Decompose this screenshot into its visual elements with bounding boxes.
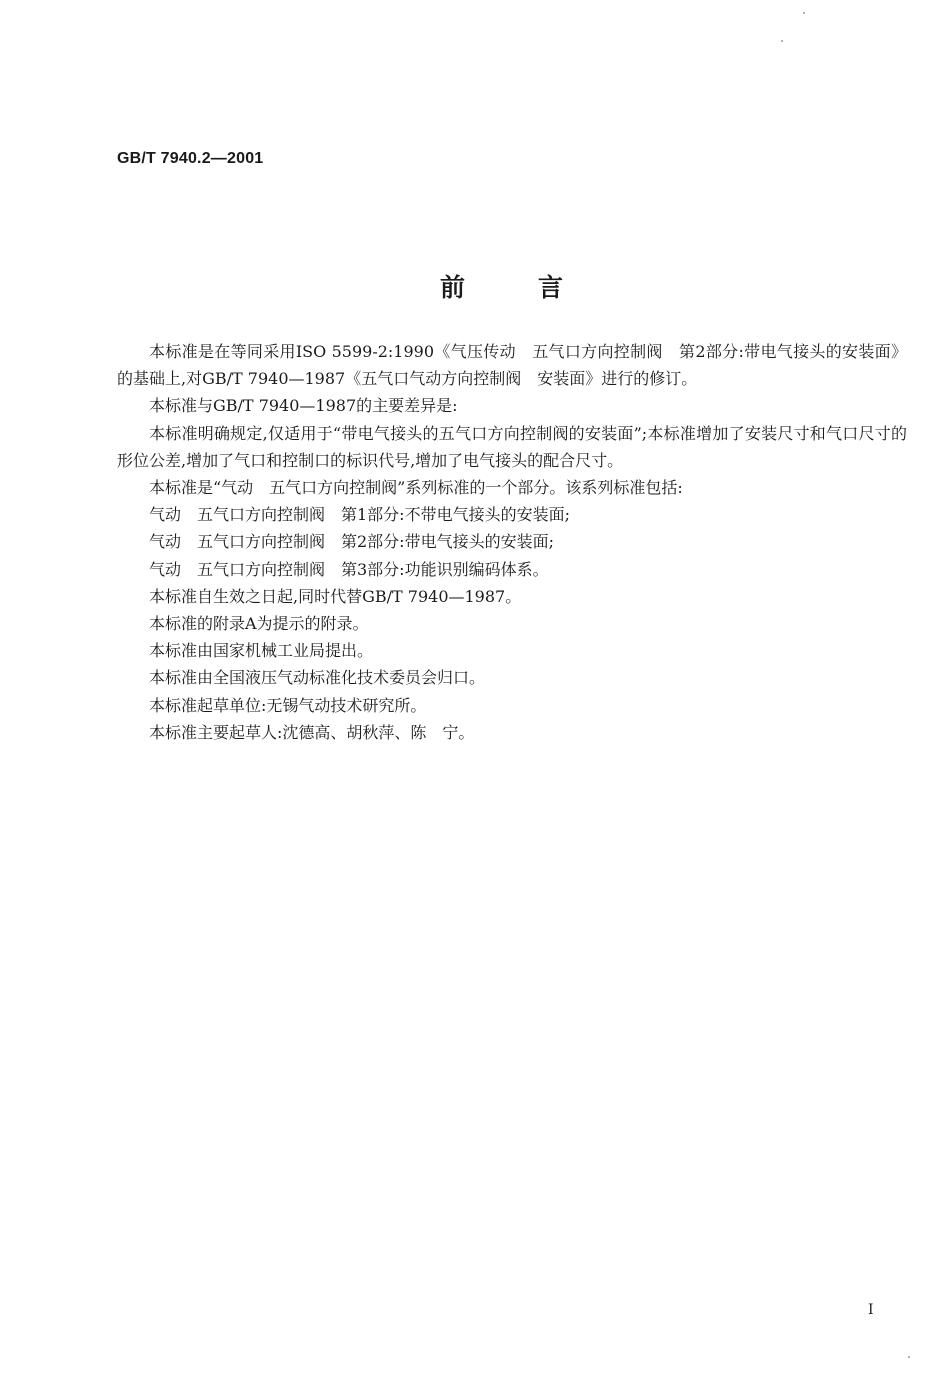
series-item-part-2: 气动 五气口方向控制阀 第2部分:带电气接头的安装面; <box>149 532 554 552</box>
paragraph-annex: 本标准的附录A为提示的附录。 <box>149 614 369 634</box>
page-title <box>440 268 564 304</box>
paragraph-drafters: 本标准主要起草人:沈德高、胡秋萍、陈 宁。 <box>149 722 475 742</box>
scan-speck <box>781 40 783 42</box>
title-char-2: 言 <box>538 273 565 302</box>
paragraph-series-intro: 本标准是“气动 五气口方向控制阀”系列标准的一个部分。该系列标准包括: <box>149 478 683 498</box>
preface-body <box>117 338 907 746</box>
paragraph-replacement: 本标准自生效之日起,同时代替GB/T 7940—1987。 <box>149 586 522 606</box>
standard-code: GB/T 7940.2—2001 <box>117 150 264 167</box>
paragraph-proposer: 本标准由国家机械工业局提出。 <box>149 641 374 661</box>
scan-speck <box>803 12 805 14</box>
paragraph-adoption: 本标准是在等同采用ISO 5599-2:1990《气压传动 五气口方向控制阀 第2部分:带电气接头的安装面》的基础上,对GB/T 7940—1987《五气口气动方向控制阀 安装面》进行的修订。 <box>117 342 907 389</box>
paragraph-differences-intro: 本标准与GB/T 7940—1987的主要差异是: <box>149 396 458 416</box>
scan-speck <box>908 1356 910 1358</box>
page-number: I <box>868 1302 874 1318</box>
series-item-part-3: 气动 五气口方向控制阀 第3部分:功能识别编码体系。 <box>149 559 549 579</box>
paragraph-drafting-unit: 本标准起草单位:无锡气动技术研究所。 <box>149 695 427 715</box>
series-item-part-1: 气动 五气口方向控制阀 第1部分:不带电气接头的安装面; <box>149 505 570 525</box>
paragraph-committee: 本标准由全国液压气动标准化技术委员会归口。 <box>149 668 486 688</box>
paragraph-differences: 本标准明确规定,仅适用于“带电气接头的五气口方向控制阀的安装面”;本标准增加了安装尺寸和气口尺寸的形位公差,增加了气口和控制口的标识代号,增加了电气接头的配合尺寸。 <box>117 423 907 470</box>
title-char-1: 前 <box>440 273 467 302</box>
